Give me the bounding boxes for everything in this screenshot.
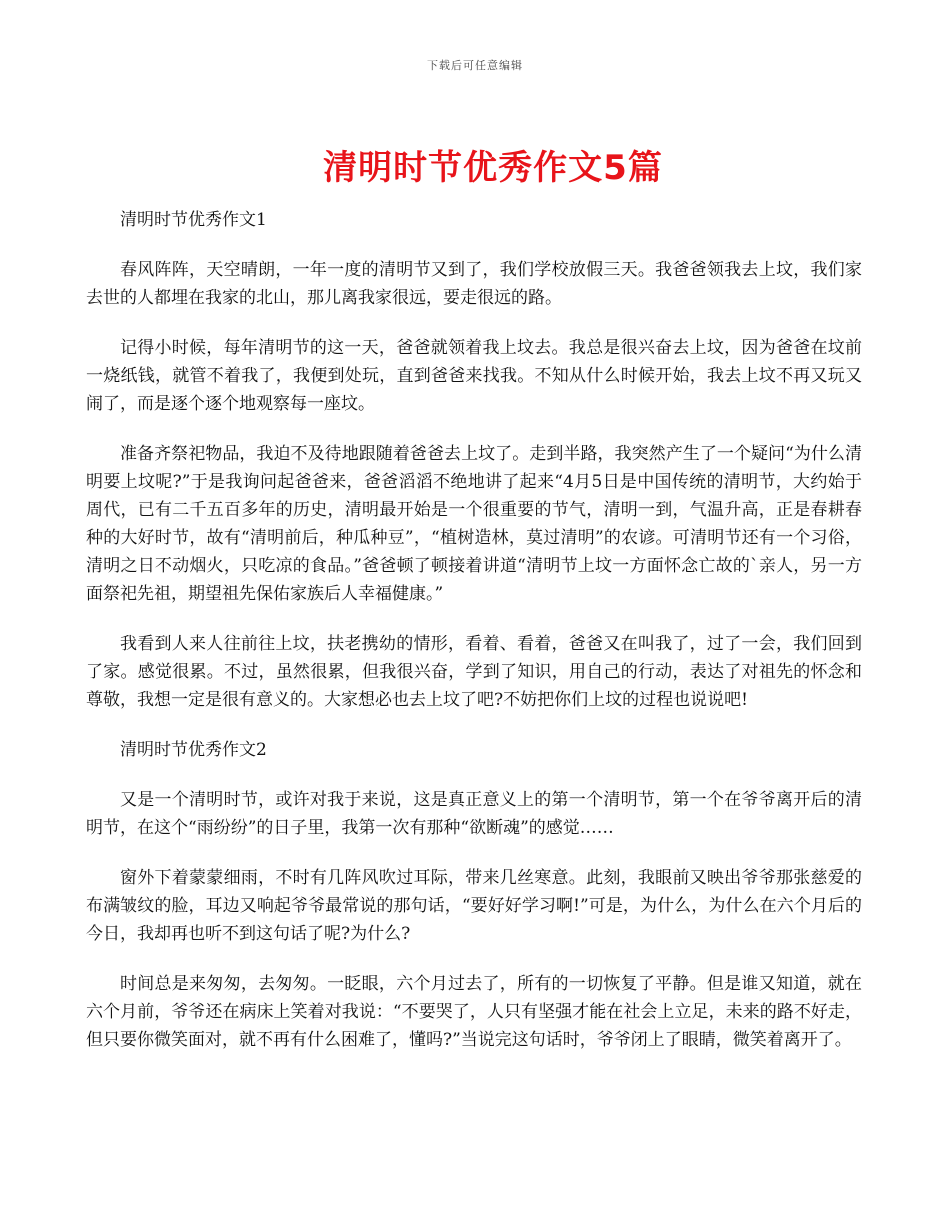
paragraph: 春风阵阵，天空晴朗，一年一度的清明节又到了，我们学校放假三天。我爸爸领我去上坟，我们家去世的人都埋在我家的北山，那儿离我家很远，要走很远的路。	[86, 260, 862, 308]
document-title: 清明时节优秀作文5篇	[323, 148, 663, 188]
essay-subtitle-2: 清明时节优秀作文2	[120, 740, 267, 760]
paragraph: 时间总是来匆匆，去匆匆。一眨眼，六个月过去了，所有的一切恢复了平静。但是谁又知道，就在六个月前，爷爷还在病床上笑着对我说：“不要哭了，人只有坚强才能在社会上立足，未来的路不好走，但只要你微笑面对，就不再有什么困难了，懂吗?”当说完这句话时，爷爷闭上了眼睛，微笑着离开了。	[86, 974, 862, 1050]
paragraph: 我看到人来人往前往上坟，扶老携幼的情形，看着、看着，爸爸又在叫我了，过了一会，我们回到了家。感觉很累。不过，虽然很累，但我很兴奋，学到了知识，用自己的行动，表达了对祖先的怀念和尊敬，我想一定是很有意义的。大家想必也去上坟了吧?不妨把你们上坟的过程也说说吧!	[86, 634, 862, 710]
document-body	[86, 206, 862, 1076]
paragraph: 窗外下着蒙蒙细雨，不时有几阵风吹过耳际，带来几丝寒意。此刻，我眼前又映出爷爷那张慈爱的布满皱纹的脸，耳边又响起爷爷最常说的那句话，“要好好学习啊!”可是，为什么，为什么在六个月后的今日，我却再也听不到这句话了呢?为什么?	[86, 868, 862, 944]
paragraph: 记得小时候，每年清明节的这一天，爸爸就领着我上坟去。我总是很兴奋去上坟，因为爸爸在坟前一烧纸钱，就管不着我了，我便到处玩，直到爸爸来找我。不知从什么时候开始，我去上坟不再又玩又闹了，而是逐个逐个地观察每一座坟。	[86, 338, 862, 414]
essay-subtitle-1: 清明时节优秀作文1	[120, 210, 267, 230]
paragraph: 准备齐祭祀物品，我迫不及待地跟随着爸爸去上坟了。走到半路，我突然产生了一个疑问“为什么清明要上坟呢?”于是我询问起爸爸来，爸爸滔滔不绝地讲了起来“4月5日是中国传统的清明节，大约始于周代，已有二千五百多年的历史，清明最开始是一个很重要的节气，清明一到，气温升高，正是春耕春种的大好时节，故有“清明前后，种瓜种豆”，“植树造林，莫过清明”的农谚。可清明节还有一个习俗，清明之日不动烟火，只吃凉的食品。”爸爸顿了顿接着讲道“清明节上坟一方面怀念亡故的`亲人，另一方面祭祀先祖，期望祖先保佑家族后人幸福健康。”	[86, 444, 862, 604]
paragraph: 又是一个清明时节，或许对我于来说，这是真正意义上的第一个清明节，第一个在爷爷离开后的清明节，在这个“雨纷纷”的日子里，我第一次有那种“欲断魂”的感觉……	[86, 790, 862, 838]
header-note: 下载后可任意编辑	[427, 59, 523, 72]
